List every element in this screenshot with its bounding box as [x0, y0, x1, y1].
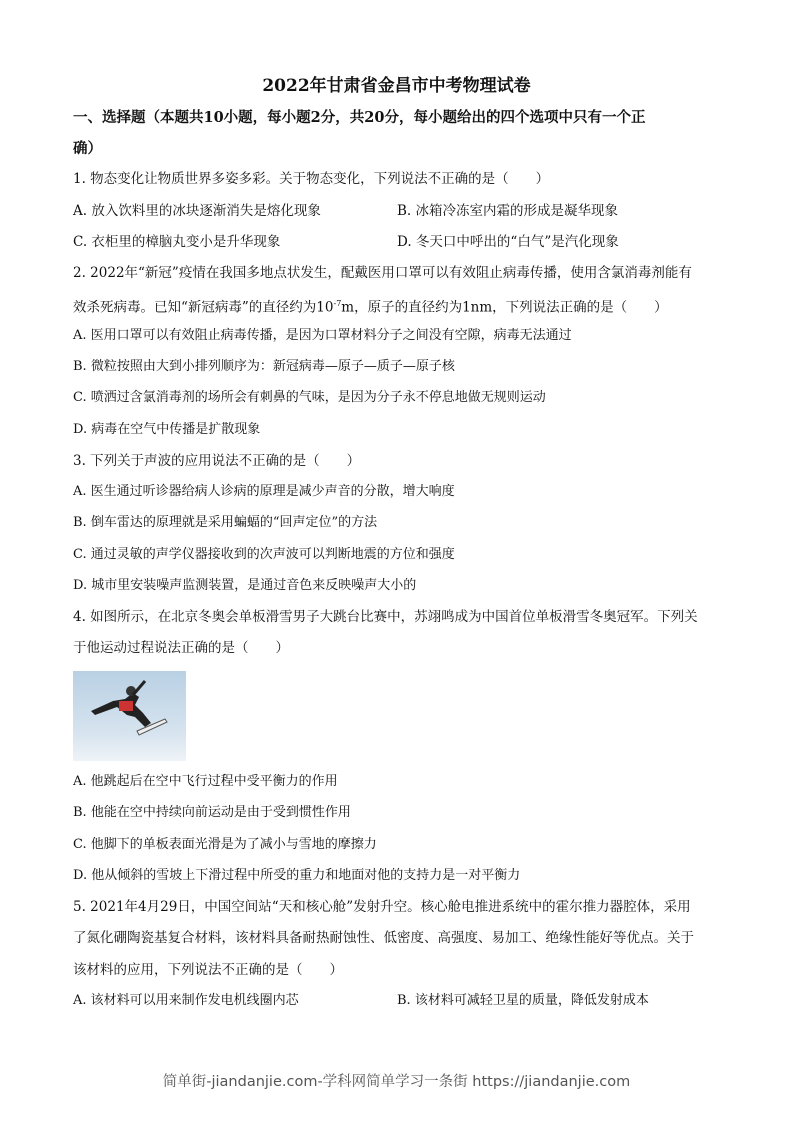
q3-option-c: C. 通过灵敏的声学仪器接收到的次声波可以判断地震的方位和强度	[73, 547, 455, 562]
q2-option-a: A. 医用口罩可以有效阻止病毒传播，是因为口罩材料分子之间没有空隙，病毒无法通过	[73, 328, 572, 343]
question-5-stem-cont2: 该材料的应用，下列说法不正确的是（ ）	[73, 962, 343, 978]
q3-option-d: D. 城市里安装噪声监测装置，是通过音色来反映噪声大小的	[73, 578, 417, 593]
question-1-stem: 1. 物态变化让物质世界多姿多彩。关于物态变化，下列说法不正确的是（ ）	[73, 171, 550, 187]
q1-option-d: D. 冬天口中呼出的“白气”是汽化现象	[397, 234, 619, 250]
question-5-stem-cont: 了氮化硼陶瓷基复合材料，该材料具备耐热耐蚀性、低密度、高强度、易加工、绝缘性能好等优点。关于	[73, 930, 694, 946]
question-5-stem: 5. 2021年4月29日，中国空间站“天和核心舱”发射升空。核心舱电推进系统中的霍尔推力器腔体，采用	[73, 899, 691, 915]
q1-option-a: A. 放入饮料里的冰块逐渐消失是熔化现象	[73, 203, 321, 219]
q3-option-a: A. 医生通过听诊器给病人诊病的原理是减少声音的分散，增大响度	[73, 484, 455, 499]
question-2-stem-cont	[73, 294, 668, 318]
q4-option-a: A. 他跳起后在空中飞行过程中受平衡力的作用	[73, 774, 338, 789]
question-3-stem: 3. 下列关于声波的应用说法不正确的是（ ）	[73, 453, 361, 469]
q4-option-d: D. 他从倾斜的雪坡上下滑过程中所受的重力和地面对他的支持力是一对平衡力	[73, 868, 521, 883]
q2-option-b: B. 微粒按照由大到小排列顺序为：新冠病毒—原子—质子—原子核	[73, 359, 455, 374]
stem-text: m，原子的直径约为1nm，下列说法正确的是（ ）	[341, 299, 668, 316]
q4-option-b: B. 他能在空中持续向前运动是由于受到惯性作用	[73, 805, 351, 820]
q5-option-b: B. 该材料可减轻卫星的质量，降低发射成本	[397, 993, 649, 1008]
q2-option-d: D. 病毒在空气中传播是扩散现象	[73, 422, 261, 437]
question-4-stem: 4. 如图所示，在北京冬奥会单板滑雪男子大跳台比赛中，苏翊鸣成为中国首位单板滑雪冬奥冠军。下列关	[73, 609, 698, 625]
section-heading-cont: 确）	[73, 140, 102, 157]
q3-option-b: B. 倒车雷达的原理就是采用蝙蝠的“回声定位”的方法	[73, 515, 378, 530]
question-4-stem-cont: 于他运动过程说法正确的是（ ）	[73, 640, 289, 656]
stem-text: 效杀死病毒。已知“新冠病毒”的直径约为10	[73, 299, 334, 316]
q1-option-c: C. 衣柜里的樟脑丸变小是升华现象	[73, 234, 281, 250]
q5-option-a: A. 该材料可以用来制作发电机线圈内芯	[73, 993, 299, 1008]
exponent: -7	[333, 299, 342, 308]
footer-watermark: 简单街-jiandanjie.com-学科网简单学习一条街 https://jiandanjie.com	[162, 1074, 631, 1090]
q2-option-c: C. 喷洒过含氯消毒剂的场所会有刺鼻的气味，是因为分子永不停息地做无规则运动	[73, 390, 546, 405]
page-title: 2022年甘肃省金昌市中考物理试卷	[262, 76, 531, 96]
question-2-stem: 2. 2022年“新冠”疫情在我国多地点状发生，配戴医用口罩可以有效阻止病毒传播，使用含氯消毒剂能有	[73, 265, 692, 281]
q4-option-c: C. 他脚下的单板表面光滑是为了减小与雪地的摩擦力	[73, 837, 377, 852]
section-heading: 一、选择题（本题共10小题，每小题2分，共20分，每小题给出的四个选项中只有一个正	[73, 109, 646, 126]
q1-option-b: B. 冰箱冷冻室内霜的形成是凝华现象	[397, 203, 619, 219]
snowboarder-photo	[73, 671, 186, 761]
